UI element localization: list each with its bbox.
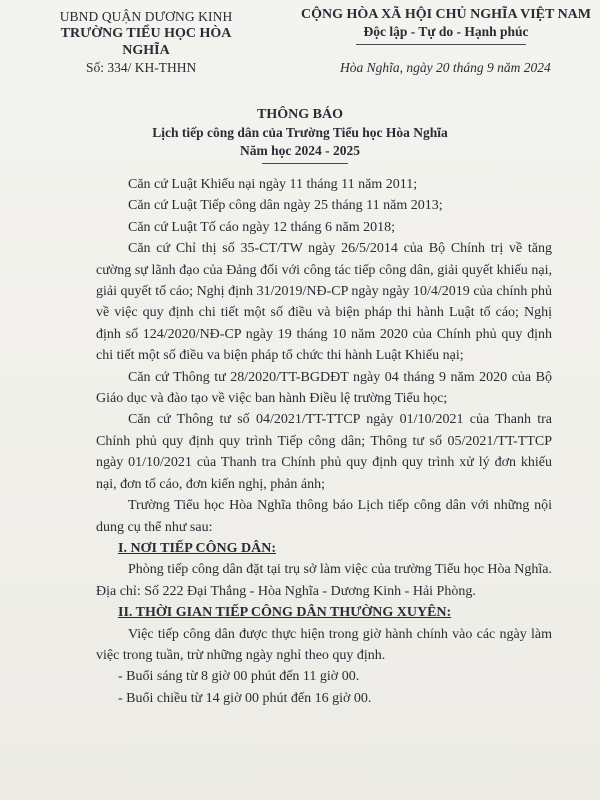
title-underline xyxy=(262,163,348,164)
national-motto-block xyxy=(300,6,592,41)
legal-basis-paragraph: Căn cứ Luật Tiếp công dân ngày 25 tháng 11 năm 2013; xyxy=(128,198,443,214)
place-and-date: Hòa Nghĩa, ngày 20 tháng 9 năm 2024 xyxy=(340,60,551,75)
intro-paragraph: Trường Tiểu học Hòa Nghĩa thông báo Lịch tiếp công dân với những nội dung cụ thể như sau: xyxy=(96,498,552,535)
issuing-authority xyxy=(46,8,246,59)
motto: Độc lập - Tự do - Hạnh phúc xyxy=(363,24,529,39)
motto-underline xyxy=(356,44,526,45)
document-subtitle: Lịch tiếp công dân của Trường Tiểu học Hòa Nghĩa xyxy=(152,125,448,140)
document-body xyxy=(96,174,552,709)
section-heading: II. THỜI GIAN TIẾP CÔNG DÂN THƯỜNG XUYÊN: xyxy=(118,605,452,621)
legal-basis-paragraph: Căn cứ Thông tư 28/2020/TT-BGDĐT ngày 04 tháng 9 năm 2020 của Bộ Giáo dục và đào tạo về việc ban hành Điều lệ trường Tiểu học; xyxy=(96,369,552,407)
schedule-item: - Buổi chiều từ 14 giờ 00 phút đến 16 giờ 00. xyxy=(118,690,372,706)
legal-basis-paragraph: Căn cứ Luật Khiếu nại ngày 11 tháng 11 năm 2011; xyxy=(128,177,418,192)
document-number: Số: 334/ KH-THHN xyxy=(86,60,197,75)
title-block xyxy=(100,106,500,160)
schedule-item: - Buổi sáng từ 8 giờ 00 phút đến 11 giờ 00. xyxy=(118,669,360,685)
legal-basis-paragraph: Căn cứ Thông tư số 04/2021/TT-TTCP ngày 01/10/2021 của Thanh tra Chính phủ quy định quy trình Tiếp công dân; Thông tư số 05/2021/TT-TTCP ngày 01/10/2021 của Thanh tra Chính phủ quy định quy trình xử lý đơn khiếu nại, đơn tố cáo, đơn kiến nghị, phản ánh; xyxy=(96,412,552,492)
legal-basis-paragraph: Căn cứ Luật Tố cáo ngày 12 tháng 6 năm 2018; xyxy=(128,219,396,235)
agency-name: UBND QUẬN DƯƠNG KINH xyxy=(59,9,233,24)
section-paragraph: Việc tiếp công dân được thực hiện trong giờ hành chính vào các ngày làm việc trong tuần, trừ những ngày nghỉ theo quy định. xyxy=(96,626,552,663)
school-name: TRƯỜNG TIỂU HỌC HÒA NGHĨA xyxy=(60,26,232,58)
school-year: Năm học 2024 - 2025 xyxy=(240,143,360,158)
section-heading: I. NƠI TIẾP CÔNG DÂN: xyxy=(118,540,277,556)
nation-name: CỘNG HÒA XÃ HỘI CHỦ NGHĨA VIỆT NAM xyxy=(300,7,591,22)
legal-basis-paragraph: Căn cứ Chỉ thị số 35-CT/TW ngày 26/5/2014 của Bộ Chính trị về tăng cường sự lãnh đạo của Đảng đối với công tác tiếp công dân, giải quyết khiếu nại, giải quyết tố cáo; Nghị định 31/2019/NĐ-CP ngày ngày 10/4/2019 của chính phủ về việc quy định chi tiết một số điều và biện pháp thi hành Luật tố cáo; Nghị định số 124/2020/NĐ-CP ngày 19 tháng 10 năm 2020 của Chính phủ quy định chi tiết một số điều va biện pháp tổ chức thi hành Luật Khiếu nại; xyxy=(96,241,552,364)
section-paragraph: Phòng tiếp công dân đặt tại trụ sở làm việc của trường Tiểu học Hòa Nghĩa. Địa chỉ: Số 222 Đại Thắng - Hòa Nghĩa - Dương Kinh - Hải Phòng. xyxy=(96,562,552,599)
document-title: THÔNG BÁO xyxy=(257,107,343,122)
